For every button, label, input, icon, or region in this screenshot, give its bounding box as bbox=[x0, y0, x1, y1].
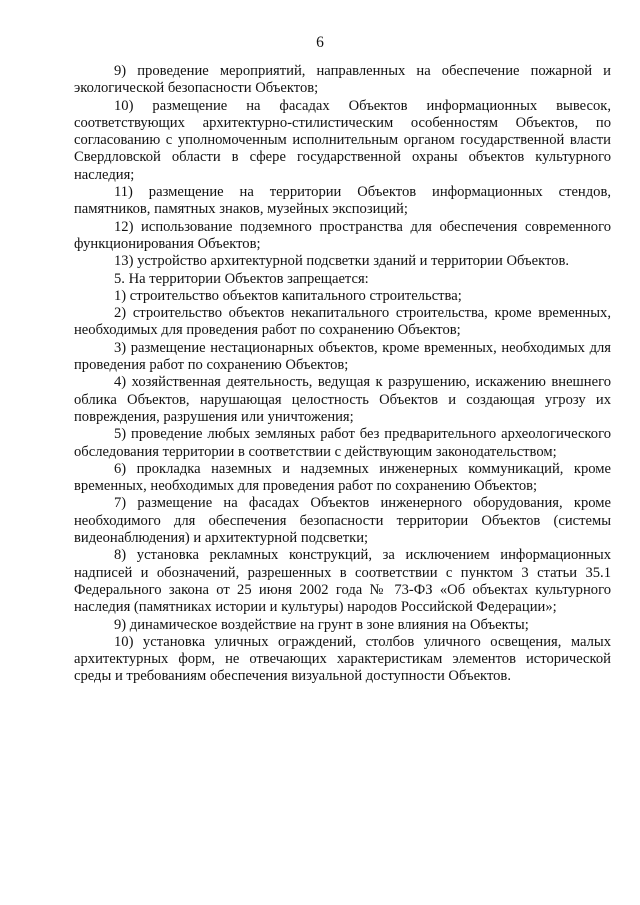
paragraph-prohibited-2: 2) строительство объектов некапитального строительства, кроме временных, необходимых для проведения работ по сохранению Объектов; bbox=[74, 305, 611, 339]
paragraph-section-5-heading: 5. На территории Объектов запрещается: bbox=[114, 270, 369, 287]
paragraph-prohibited-6: 6) прокладка наземных и надземных инженерных коммуникаций, кроме временных, необходимых для проведения работ по сохранению Объектов; bbox=[74, 460, 611, 495]
page-number: 6 bbox=[316, 34, 324, 51]
paragraph-prohibited-9: 9) динамическое воздействие на грунт в зоне влияния на Объекты; bbox=[114, 616, 529, 633]
paragraph-prohibited-4: 4) хозяйственная деятельность, ведущая к разрушению, искажению внешнего облика Объектов, нарушающая целостность Объектов и создающая угрозу их повреждения, разрушения или уничтожения; bbox=[74, 374, 611, 425]
paragraph-item-11-stands: 11) размещение на территории Объектов информационных стендов, памятников, памятных знаков, музейных экспозиций; bbox=[74, 184, 611, 218]
paragraph-prohibited-3: 3) размещение нестационарных объектов, кроме временных, необходимых для проведения работ по сохранению Объектов; bbox=[74, 339, 611, 374]
paragraph-prohibited-7: 7) размещение на фасадах Объектов инженерного оборудования, кроме необходимого для обеспечения безопасности территории Объектов (системы видеонаблюдения) и архитектурной подсветки; bbox=[74, 495, 611, 547]
paragraph-item-10-signage: 10) размещение на фасадах Объектов информационных вывесок, соответствующих архитектурно-стилистическим особенностям Объектов, по согласованию с уполномоченным исполнительным органом государственной власти Свердловской области в сфере государственной охраны объектов культурного наследия; bbox=[74, 97, 611, 183]
paragraph-item-12-underground: 12) использование подземного пространства для обеспечения современного функционирования Объектов; bbox=[74, 218, 611, 252]
paragraph-item-13-lighting: 13) устройство архитектурной подсветки зданий и территории Объектов. bbox=[114, 253, 569, 270]
paragraph-prohibited-5: 5) проведение любых земляных работ без предварительного археологического обследования территории в соответствии с действующим законодательством; bbox=[74, 426, 611, 460]
paragraph-prohibited-8: 8) установка рекламных конструкций, за исключением информационных надписей и обозначений, разрешенных в соответствии с пунктом 3 статьи 35.1 Федерального закона от 25 июня 2002 года № 73-ФЗ «Об объектах культурного наследия (памятниках истории и культуры) народов Российской Федерации»; bbox=[74, 547, 611, 616]
paragraph-prohibited-1: 1) строительство объектов капитального строительства; bbox=[114, 287, 462, 304]
paragraph-item-9-fire-safety: 9) проведение мероприятий, направленных на обеспечение пожарной и экологической безопасности Объектов; bbox=[74, 63, 611, 97]
paragraph-prohibited-10: 10) установка уличных ограждений, столбов уличного освещения, малых архитектурных форм, не отвечающих характеристикам элементов исторической среды и требованиям обеспечения визуальной доступности Объектов. bbox=[74, 633, 611, 685]
document-body bbox=[74, 63, 611, 686]
